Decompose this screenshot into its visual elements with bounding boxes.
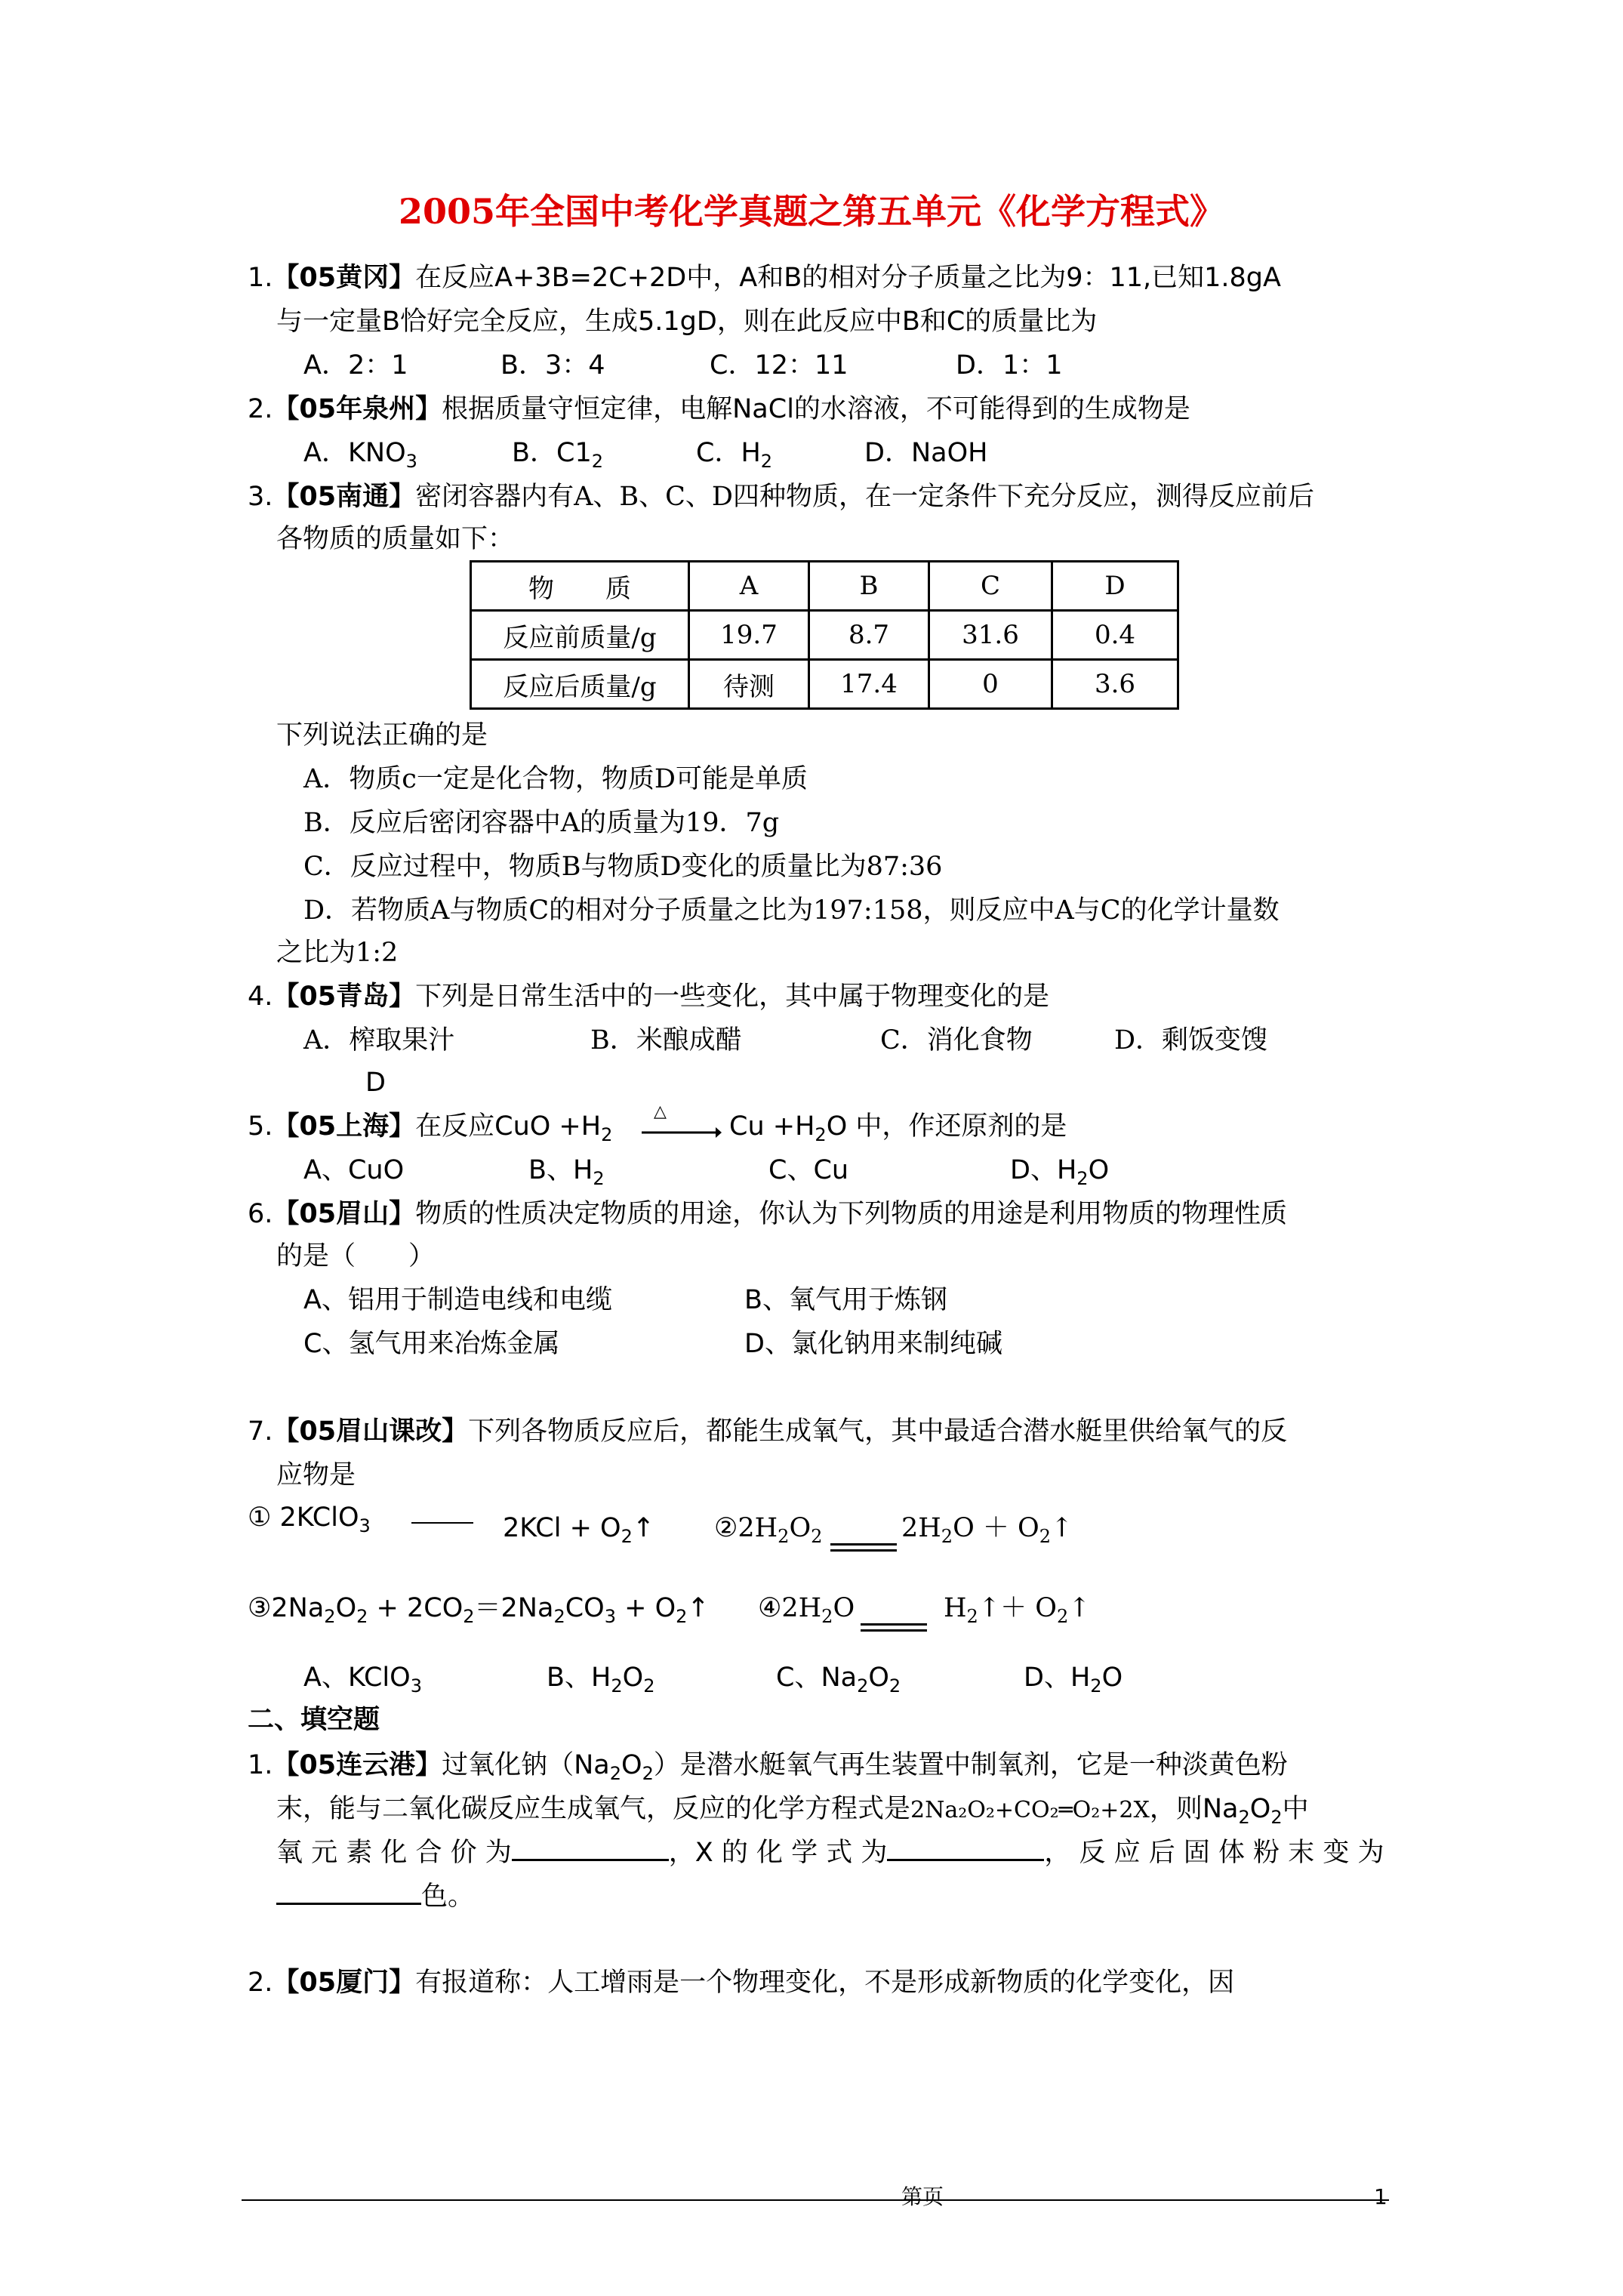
equation-image: 2Na₂O₂+CO₂═O₂+2X <box>910 1797 1150 1823</box>
table-header-cell: C <box>929 562 1052 611</box>
reaction-arrow-icon <box>640 1125 723 1140</box>
question-number: 7. <box>248 1416 273 1447</box>
question-number: 5. <box>248 1111 273 1142</box>
question-4-option-c: C．消化食物 <box>880 1025 1033 1056</box>
question-text: 下列是日常生活中的一些变化，其中属于物理变化的是 <box>415 982 1050 1012</box>
question-3-line-2: 各物质的质量如下： <box>276 524 515 554</box>
table-cell: 31.6 <box>929 611 1052 660</box>
question-4-option-a: A．榨取果汁 <box>303 1025 455 1056</box>
equation-1-left: ① 2KClO$_3$ <box>248 1502 371 1536</box>
question-7-option-a: A、KClO$_3$ <box>303 1663 422 1697</box>
question-number: 1. <box>248 1750 273 1780</box>
question-source-tag: 【05年泉州】 <box>273 394 442 424</box>
equation-2-left: $②2H_2O_2$ <box>714 1513 823 1547</box>
question-source-tag: 【05南通】 <box>273 482 416 512</box>
question-6-option-a: A、铝用于制造电线和电缆 <box>303 1285 612 1315</box>
question-6-line-1 <box>248 1197 1287 1231</box>
question-number: 6. <box>248 1199 273 1229</box>
question-2-option-c: C．$H_2$ <box>696 438 773 472</box>
table-cell: 反应前质量/g <box>471 611 689 660</box>
answer-blank[interactable] <box>276 1880 421 1905</box>
question-2-option-d: D．NaOH <box>864 438 988 468</box>
question-7-line-2: 应物是 <box>276 1460 356 1490</box>
fill-question-1-line-3: 氧 元 素 化 合 价 为 ，X 的 化 学 式 为 ， 反 应 后 固 体 粉 末 变 为 <box>276 1838 1384 1868</box>
question-4-line-1 <box>248 980 1049 1013</box>
question-1-option-b: B．3：4 <box>500 350 605 381</box>
question-6-option-d: D、氯化钠用来制纯碱 <box>744 1329 1002 1359</box>
equation-4-left: $④2H_2O$ <box>758 1593 855 1627</box>
question-number: 3. <box>248 482 273 512</box>
table-cell: 3.6 <box>1052 660 1178 709</box>
answer-blank[interactable] <box>512 1836 669 1861</box>
question-7-option-b: B、$H_2O_2$ <box>547 1663 655 1697</box>
fill-question-2-line-1 <box>248 1966 1234 1999</box>
question-text: 在反应CuO +H <box>415 1111 602 1142</box>
question-1-option-c: C．12：11 <box>710 350 848 381</box>
equation-1-right: $2KCl + O_2↑$ <box>503 1513 655 1547</box>
fill-question-1-line-2: 末，能与二氧化碳反应生成氧气，反应的化学方程式是2Na₂O₂+CO₂═O₂+2X，则$Na_2O_2$中 <box>276 1794 1309 1828</box>
question-6-option-c: C、氢气用来冶炼金属 <box>303 1329 560 1359</box>
table-cell: 反应后质量/g <box>471 660 689 709</box>
question-1-line-2: 与一定量B恰好完全反应，生成5.1gD，则在此反应中B和C的质量比为 <box>276 307 1098 337</box>
question-3-option-d-cont: 之比为1:2 <box>276 938 399 968</box>
question-source-tag: 【05连云港】 <box>273 1750 442 1780</box>
question-7-option-c: C、$Na_2O_2$ <box>776 1663 901 1697</box>
fill-question-1-line-4: 色。 <box>276 1880 474 1913</box>
footer-page-label: 第页 <box>901 2184 944 2209</box>
question-number: 2. <box>248 1968 273 1998</box>
fill-question-1-line-1: 1.【05连云港】过氧化钠$(Na_2O_2)$是潜水艇氧气再生装置中制氧剂，它是一种淡黄色粉 <box>248 1750 1288 1784</box>
table-cell: 17.4 <box>809 660 929 709</box>
table-cell: 0 <box>929 660 1052 709</box>
mass-table <box>470 560 1179 710</box>
question-source-tag: 【05厦门】 <box>273 1968 416 1998</box>
table-header-cell: D <box>1052 562 1178 611</box>
question-5-option-b: B、$H_2$ <box>528 1155 605 1189</box>
question-1-option-a: A．2：1 <box>303 350 408 381</box>
question-source-tag: 【05眉山】 <box>273 1199 416 1229</box>
question-3-line-1 <box>248 480 1314 513</box>
question-4-option-d: D．剩饭变馊 <box>1114 1025 1268 1056</box>
question-3-prompt: 下列说法正确的是 <box>276 720 488 750</box>
question-7-line-1 <box>248 1415 1287 1448</box>
table-header-cell: A <box>689 562 809 611</box>
question-number: 2. <box>248 394 273 424</box>
equation-4-right: $H_2↑+$ $O_2↑$ <box>944 1593 1091 1627</box>
question-number: 4. <box>248 982 273 1012</box>
equation-4-line <box>861 1629 927 1632</box>
question-5-line-1-tail: $Cu +H_2O$ 中，作还原剂的是 <box>729 1111 1067 1145</box>
footer-page-number: 1 <box>1374 2184 1387 2209</box>
question-1-option-d: D．1：1 <box>956 350 1063 381</box>
question-text: 下列各物质反应后，都能生成氧气，其中最适合潜水艇里供给氧气的反 <box>468 1416 1288 1447</box>
table-row <box>471 660 1178 709</box>
question-source-tag: 【05上海】 <box>273 1111 416 1142</box>
section-heading: 二、填空题 <box>248 1705 380 1735</box>
footer-rule <box>242 2199 1389 2201</box>
question-5-option-c: C、Cu <box>768 1155 849 1185</box>
question-3-option-b: B．反应后密闭容器中A的质量为19．7g <box>303 808 780 838</box>
table-header-row <box>471 562 1178 611</box>
question-3-option-d: D．若物质A与物质C的相对分子质量之比为197:158，则反应中A与C的化学计量数 <box>303 895 1280 926</box>
question-4-answer: D <box>365 1068 386 1098</box>
question-6-option-b: B、氧气用于炼钢 <box>744 1285 948 1315</box>
question-text: 末，能与二氧化碳反应生成氧气，反应的化学方程式是 <box>276 1794 911 1824</box>
question-5-option-d: D、$H_2O$ <box>1010 1155 1110 1189</box>
page-title: 2005年全国中考化学真题之第五单元《化学方程式》 <box>398 191 1225 232</box>
question-6-line-2: 的是（ ） <box>276 1241 436 1271</box>
question-source-tag: 【05青岛】 <box>273 982 416 1012</box>
table-cell: 待测 <box>689 660 809 709</box>
question-number: 1. <box>248 263 273 293</box>
question-source-tag: 【05眉山课改】 <box>273 1416 469 1447</box>
question-5-option-a: A、CuO <box>303 1155 405 1185</box>
equation-1-line <box>411 1522 473 1524</box>
equation-2-line <box>830 1549 897 1552</box>
question-text: 物质的性质决定物质的用途，你认为下列物质的用途是利用物质的物理性质 <box>415 1199 1288 1229</box>
question-text: 在反应A+3B=2C+2D中，A和B的相对分子质量之比为9：11,已知1.8gA <box>415 263 1281 293</box>
answer-blank[interactable] <box>887 1836 1044 1861</box>
question-7-option-d: D、$H_2O$ <box>1024 1663 1123 1697</box>
equation-4-line <box>861 1623 927 1626</box>
question-text: 有报道称：人工增雨是一个物理变化，不是形成新物质的化学变化，因 <box>415 1968 1235 1998</box>
question-3-option-c: C．反应过程中，物质B与物质D变化的质量比为87:36 <box>303 852 943 882</box>
question-text: 根据质量守恒定律，电解NaCl的水溶液，不可能得到的生成物是 <box>442 394 1190 424</box>
table-header-cell: 物 质 <box>471 562 689 611</box>
question-source-tag: 【05黄冈】 <box>273 263 416 293</box>
equation-3: $③2Na_2O_2 + 2CO_2=2Na_2CO_3$ + $O_2↑$ <box>248 1593 710 1627</box>
table-cell: 19.7 <box>689 611 809 660</box>
table-row <box>471 611 1178 660</box>
table-cell: 0.4 <box>1052 611 1178 660</box>
table-cell: 8.7 <box>809 611 929 660</box>
question-3-option-a: A．物质c一定是化合物，物质D可能是单质 <box>303 764 808 794</box>
question-text: 密闭容器内有A、B、C、D四种物质，在一定条件下充分反应，测得反应前后 <box>415 482 1314 512</box>
question-2-line-1 <box>248 393 1190 426</box>
question-4-option-b: B．米酿成醋 <box>590 1025 742 1056</box>
question-5-line-1: 5.【05上海】在反应CuO $+H_2$ <box>248 1111 613 1145</box>
delta-sign: △ <box>654 1102 667 1121</box>
table-header-cell: B <box>809 562 929 611</box>
question-1-line-1 <box>248 261 1281 294</box>
question-text: 过氧化钠（Na <box>442 1750 610 1780</box>
question-2-option-b: B．$C1_2$ <box>512 438 603 472</box>
equation-2-right: $2H_2O$ ＋ $O_2↑$ <box>901 1513 1073 1547</box>
equation-2-line <box>830 1543 897 1546</box>
question-2-option-a: A．$KNO_3$ <box>303 438 417 472</box>
